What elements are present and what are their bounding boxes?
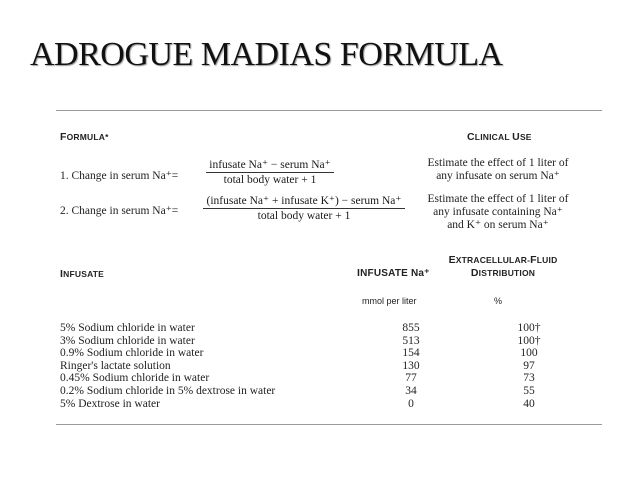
bottom-rule — [56, 424, 602, 425]
table-row — [56, 360, 602, 373]
infusate-name: 0.9% Sodium chloride in water — [60, 347, 204, 360]
table-row — [56, 322, 602, 335]
formula-2-label: 2. Change in serum Na⁺= — [60, 205, 179, 217]
clinical-use-header: CLINICAL USE — [467, 131, 532, 143]
ecf-distribution-header: EXTRACELLULAR-FLUID DISTRIBUTION — [448, 254, 558, 279]
infusate-name: 5% Dextrose in water — [60, 397, 160, 410]
formula-2-denominator: total body water + 1 — [257, 210, 351, 222]
ecf-distribution-value: 73 — [523, 372, 535, 385]
table-row — [56, 385, 602, 398]
formula-2-use-line: Estimate the effect of 1 liter of — [427, 193, 569, 205]
ecf-distribution-value: 100 — [520, 347, 538, 360]
infusate-header: INFUSATE — [60, 268, 105, 280]
infusate-name: 0.45% Sodium chloride in water — [60, 372, 210, 385]
unit-ecf: % — [494, 296, 503, 306]
formula-2-use-line: and K⁺ on serum Na⁺ — [447, 219, 549, 231]
formula-2-numerator: (infusate Na⁺ + infusate K⁺) − serum Na⁺ — [203, 193, 404, 209]
ecf-distribution-value: 97 — [523, 359, 535, 372]
table-row — [56, 398, 602, 411]
infusate-na-header: INFUSATE Na⁺ — [357, 267, 430, 279]
formula-header: FORMULA* — [60, 131, 109, 143]
formula-2-use — [418, 193, 578, 232]
infusate-name: 5% Sodium chloride in water — [60, 322, 195, 334]
unit-na: mmol per liter — [362, 296, 417, 306]
table-row — [56, 347, 602, 360]
ecf-distribution-value: 55 — [523, 385, 535, 397]
ecf-distribution-value: 100† — [517, 322, 541, 334]
formula-2-use-line: any infusate containing Na⁺ — [433, 206, 563, 218]
infusate-name: 0.2% Sodium chloride in 5% dextrose in water — [60, 385, 276, 397]
formula-2-fraction — [196, 193, 412, 222]
slide-title: ADROGUE MADIAS FORMULA — [30, 36, 503, 73]
infusate-na-value: 154 — [402, 347, 420, 360]
table-row — [56, 372, 602, 385]
infusate-name: Ringer's lactate solution — [60, 359, 171, 372]
formula-1-fraction — [196, 157, 344, 186]
table-row — [56, 335, 602, 348]
formula-1-use-line: any infusate on serum Na⁺ — [436, 170, 560, 182]
infusate-na-value: 34 — [405, 385, 417, 397]
formula-1-use — [418, 157, 578, 183]
formula-1-denominator: total body water + 1 — [223, 174, 317, 186]
infusate-na-value: 77 — [405, 372, 417, 385]
ecf-distribution-value: 100† — [517, 334, 541, 347]
formula-1-label: 1. Change in serum Na⁺= — [60, 170, 179, 182]
top-rule — [56, 110, 602, 111]
formula-1-use-line: Estimate the effect of 1 liter of — [427, 157, 569, 169]
infusate-na-value: 855 — [402, 322, 420, 334]
infusate-name: 3% Sodium chloride in water — [60, 334, 195, 347]
infusate-na-value: 513 — [402, 334, 420, 347]
formula-1-numerator: infusate Na⁺ − serum Na⁺ — [206, 157, 333, 173]
infusate-na-value: 0 — [408, 397, 414, 410]
ecf-distribution-value: 40 — [523, 397, 535, 410]
infusate-na-value: 130 — [402, 359, 420, 372]
